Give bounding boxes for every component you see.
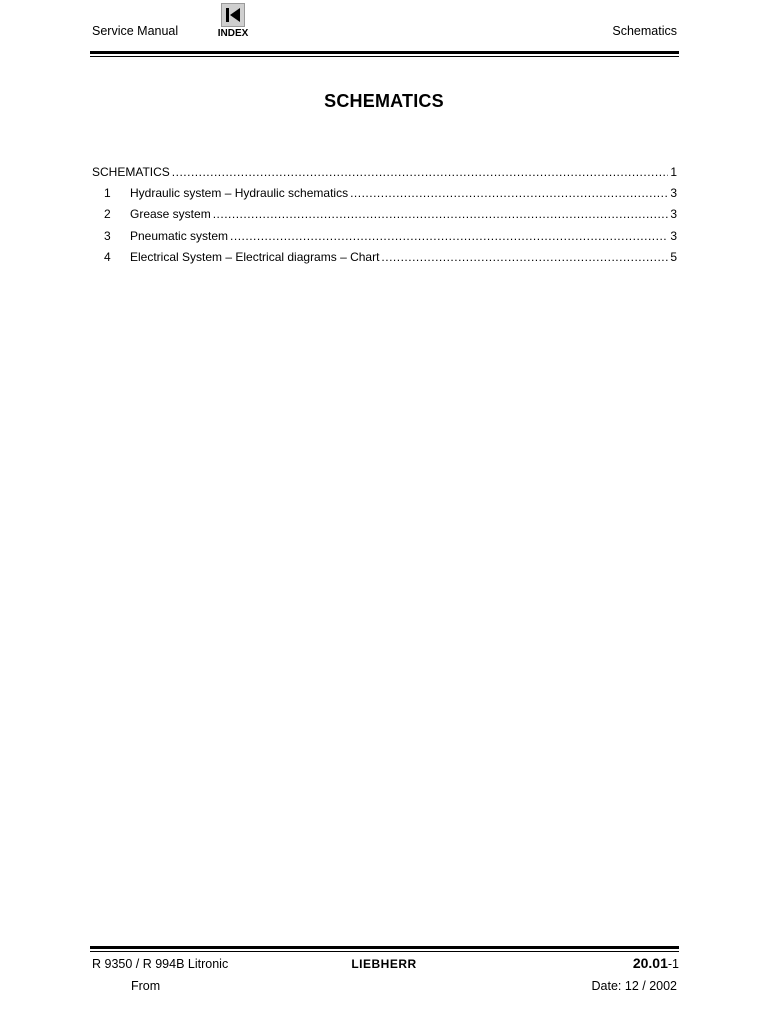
toc-entry-page: 1 [670,165,677,179]
toc-entry-page: 3 [670,207,677,221]
header-section-label: Schematics [612,24,677,38]
footer-date: Date: 12 / 2002 [591,979,677,993]
footer-page-sub: -1 [667,957,679,971]
toc-leader [230,228,668,244]
toc-entry-text: Hydraulic system – Hydraulic schematics [130,186,349,200]
header-rule-thick [90,51,679,54]
toc-entry-text: Grease system [130,207,211,221]
toc-entry[interactable] [92,206,677,222]
footer-model: R 9350 / R 994B Litronic [92,957,229,971]
toc-entry-number: 1 [104,186,111,200]
index-label: INDEX [217,28,249,39]
toc-leader [172,164,669,180]
header-manual-label: Service Manual [92,24,179,38]
toc-entry[interactable] [92,249,677,265]
footer-page-number [633,954,679,973]
footer-page-main: 20.01 [632,955,668,971]
toc-entry-page: 3 [670,186,677,200]
toc-entry[interactable] [92,228,677,244]
toc-entry-text: Electrical System – Electrical diagrams – Chart [130,250,380,264]
footer-rule-thick [90,946,679,949]
header-rule-thin [90,56,679,57]
page-title: SCHEMATICS [324,91,444,111]
toc-entry-number: 3 [104,229,111,243]
footer-from: From [131,979,161,993]
footer-brand: LIEBHERR [351,957,417,971]
toc-leader [381,249,668,265]
toc-leader [213,206,669,222]
footer-rule-thin [90,951,679,952]
toc-entry[interactable] [92,185,677,201]
toc-entry-number: 2 [104,207,111,221]
toc-entry-page: 5 [670,250,677,264]
toc-leader [350,185,668,201]
skip-to-start-icon [221,3,245,27]
toc-entry-text: SCHEMATICS [92,165,170,179]
toc-entry-page: 3 [670,229,677,243]
toc-entry-text: Pneumatic system [130,229,229,243]
index-button[interactable] [214,3,252,41]
toc-entry-number: 4 [104,250,111,264]
toc-entry[interactable] [92,164,677,180]
